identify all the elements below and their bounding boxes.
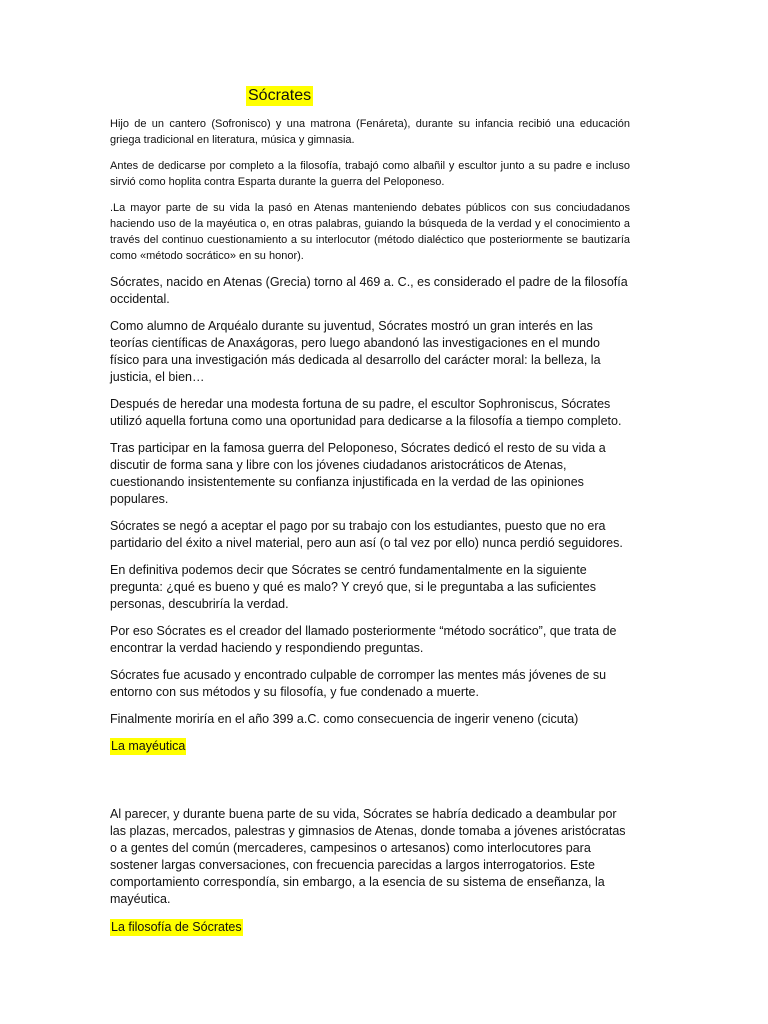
- section-spacer: [110, 764, 630, 806]
- body-paragraph-9: Finalmente moriría en el año 399 a.C. como consecuencia de ingerir veneno (cicuta): [110, 712, 579, 726]
- document-page: [110, 86, 630, 945]
- intro-paragraph-1: Hijo de un cantero (Sofronisco) y una matrona (Fenáreta), durante su infancia recibió una educación griega tradicional en literatura, música y gimnasia.: [110, 118, 630, 146]
- body-paragraph-7: Por eso Sócrates es el creador del llamado posteriormente “método socrático”, que trata de encontrar la verdad haciendo y respondiendo preguntas.: [110, 624, 617, 655]
- body-paragraph-2: Como alumno de Arquéalo durante su juventud, Sócrates mostró un gran interés en las teorías científicas de Anaxágoras, pero luego abandonó las investigaciones en el mundo físico para una investigación más dedicada al desarrollo del carácter moral: la belleza, la justicia, el bien…: [110, 319, 601, 384]
- mayeutica-paragraph: Al parecer, y durante buena parte de su vida, Sócrates se habría dedicado a deambular por las plazas, mercados, palestras y gimnasios de Atenas, donde tomaba a jóvenes aristócratas o a gentes del común (mercaderes, campesinos o artesanos) como interlocutores para sostener largas conversaciones, con frecuencia parecidas a largos interrogatorios. Este comportamiento correspondía, sin embargo, a la esencia de su sistema de enseñanza, la mayéutica.: [110, 807, 626, 906]
- body-paragraph-3: Después de heredar una modesta fortuna de su padre, el escultor Sophroniscus, Sócrates utilizó aquella fortuna como una oportunidad para dedicarse a la filosofía a tiempo completo.: [110, 397, 622, 428]
- document-title: Sócrates: [248, 87, 312, 104]
- section-heading-mayeutica: La mayéutica: [111, 739, 186, 753]
- intro-paragraph-2: Antes de dedicarse por completo a la filosofía, trabajó como albañil y escultor junto a su padre e incluso sirvió como hoplita contra Esparta durante la guerra del Peloponeso.: [110, 160, 630, 188]
- body-paragraph-6: En definitiva podemos decir que Sócrates se centró fundamentalmente en la siguiente pregunta: ¿qué es bueno y qué es malo? Y creyó que, si le preguntaba a las suficientes personas, descubriría la verdad.: [110, 563, 596, 611]
- intro-paragraph-3: .La mayor parte de su vida la pasó en Atenas manteniendo debates públicos con sus conciudadanos haciendo uso de la mayéutica o, en otras palabras, guiando la búsqueda de la verdad y el conocimiento a través del continuo cuestionamiento a su interlocutor (método dialéctico que posteriormente se bautizaría como «método socrático» en su honor).: [110, 202, 630, 262]
- body-paragraph-4: Tras participar en la famosa guerra del Peloponeso, Sócrates dedicó el resto de su vida a discutir de forma sana y libre con los jóvenes ciudadanos aristocráticos de Atenas, cuestionando insistentemente su confianza injustificada en la verdad de las opiniones populares.: [110, 441, 606, 506]
- body-paragraph-8: Sócrates fue acusado y encontrado culpable de corromper las mentes más jóvenes de su entorno con sus métodos y su filosofía, y fue condenado a muerte.: [110, 668, 607, 699]
- section-heading-filosofia: La filosofía de Sócrates: [111, 920, 242, 934]
- body-paragraph-5: Sócrates se negó a aceptar el pago por su trabajo con los estudiantes, puesto que no era partidario del éxito a nivel material, pero aun así (o tal vez por ello) nunca perdió seguidores.: [110, 519, 623, 550]
- body-paragraph-1: Sócrates, nacido en Atenas (Grecia) torno al 469 a. C., es considerado el padre de la filosofía occidental.: [110, 275, 628, 306]
